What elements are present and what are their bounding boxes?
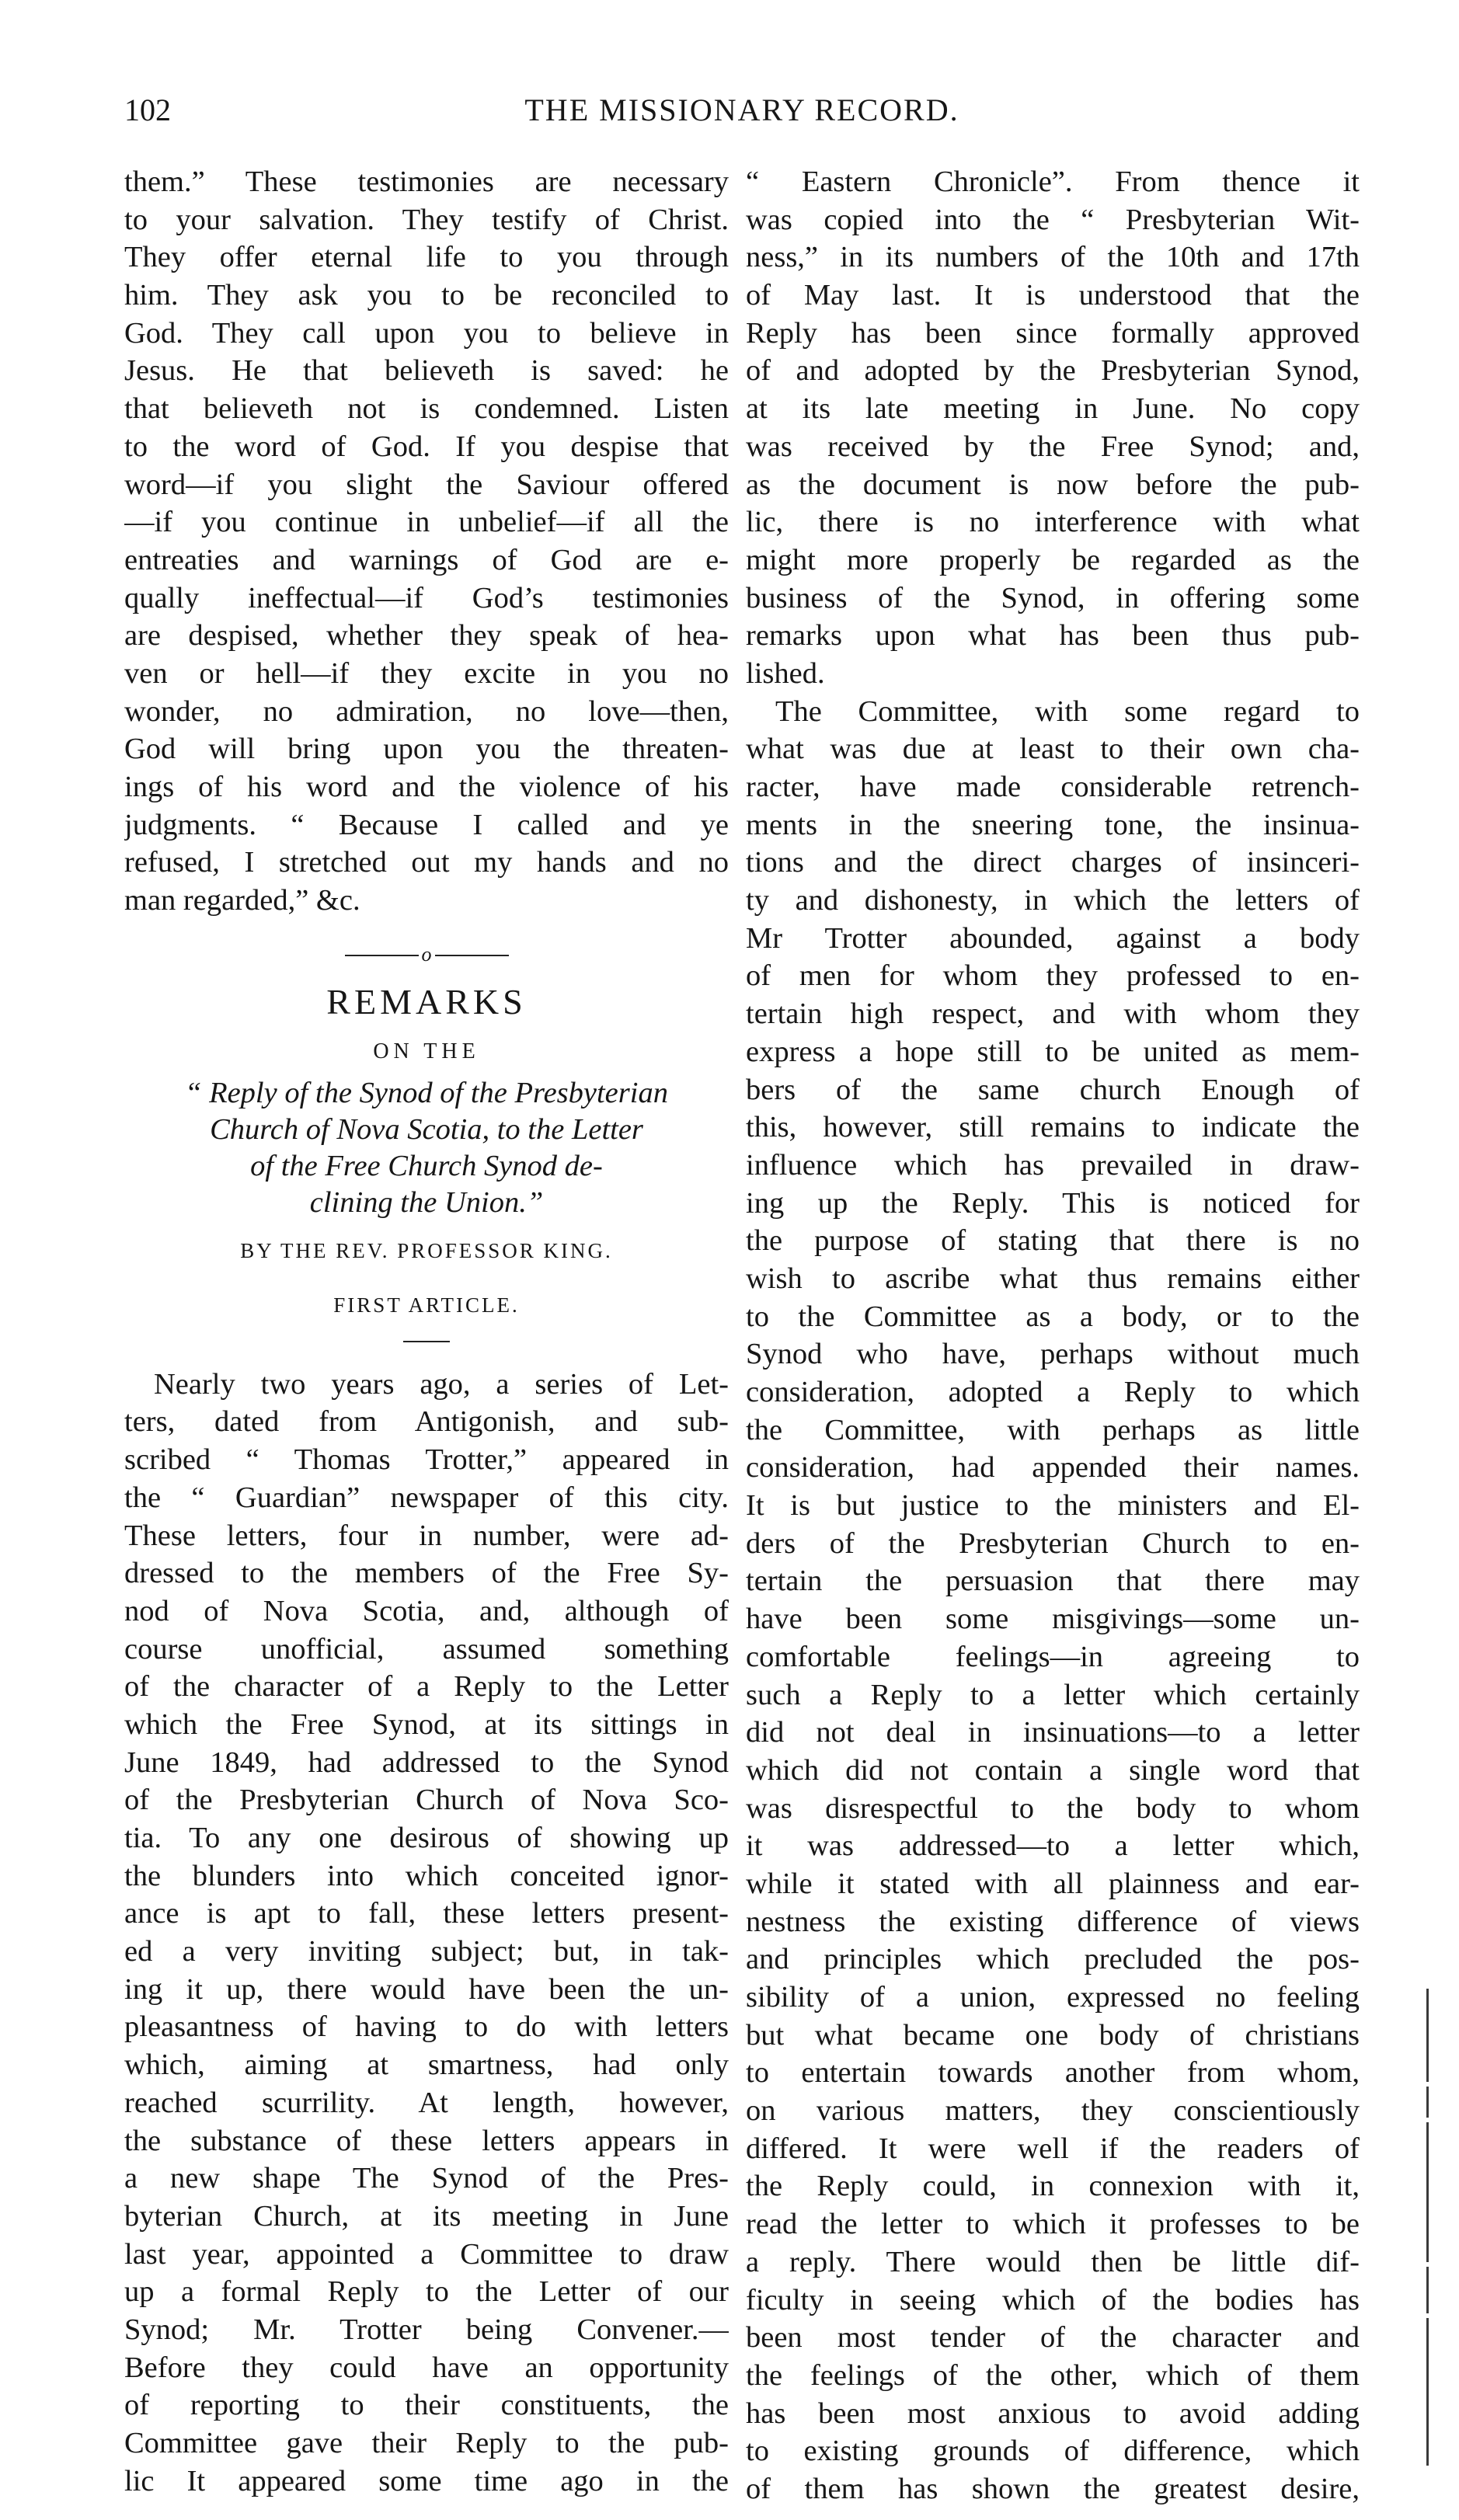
text-line: wonder, no admiration, no love—then, xyxy=(124,694,729,728)
divider-rule xyxy=(435,955,509,956)
text-line: influence which has prevailed in draw- xyxy=(746,1148,1360,1182)
text-line: ments in the sneering tone, the insinua- xyxy=(746,808,1360,841)
text-line: and principles which precluded the pos- xyxy=(746,1943,1360,1976)
text-line: was copied into the “ Presbyterian Wit- xyxy=(746,203,1360,236)
text-line: man regarded,” &c. xyxy=(124,884,360,917)
text-line: business of the Synod, in offering some xyxy=(746,581,1360,614)
text-line: ters, dated from Antigonish, and sub- xyxy=(124,1405,729,1439)
text-line: God will bring upon you the threaten- xyxy=(124,733,729,766)
text-line: ty and dishonesty, in which the letters of xyxy=(746,884,1360,917)
text-line: ders of the Presbyterian Church to en- xyxy=(746,1526,1360,1560)
text-line: course unofficial, assumed something xyxy=(124,1632,729,1665)
text-line: of the Presbyterian Church of Nova Sco- xyxy=(124,1784,729,1817)
text-line: might more properly be regarded as the xyxy=(746,543,1360,576)
byline: BY THE REV. PROFESSOR KING. xyxy=(240,1238,613,1262)
text-line: did not deal in insinuations—to a letter xyxy=(746,1716,1360,1749)
subtitle-line: clining the Union.” xyxy=(309,1185,544,1219)
text-line: ness,” in its numbers of the 10th and 17th xyxy=(746,241,1360,274)
text-line: that believeth not is condemned. Listen xyxy=(124,392,729,426)
text-line: lished. xyxy=(746,656,825,690)
text-line: God. They call upon you to believe in xyxy=(124,316,729,350)
page-number: 102 xyxy=(124,92,171,127)
text-line: it was addressed—to a letter which, xyxy=(746,1829,1360,1863)
text-line: lic, there is no interference with what xyxy=(746,506,1360,539)
text-line: June 1849, had addressed to the Synod xyxy=(124,1746,729,1779)
text-line: a new shape The Synod of the Pres- xyxy=(124,2162,729,2195)
running-title: THE MISSIONARY RECORD. xyxy=(524,92,959,127)
page xyxy=(124,85,1360,2505)
text-line: comfortable feelings—in agreeing to xyxy=(746,1640,1360,1673)
text-line: word—if you slight the Saviour offered xyxy=(124,468,729,501)
text-line: entreaties and warnings of God are e- xyxy=(124,543,729,576)
text-line: ven or hell—if they excite in you no xyxy=(124,656,729,690)
text-line: Synod; Mr. Trotter being Convener.— xyxy=(124,2313,729,2346)
text-line: the purpose of stating that there is no xyxy=(746,1224,1360,1258)
text-line: of them has shown the greatest desire, xyxy=(746,2472,1360,2505)
text-line: reached scurrility. At length, however, xyxy=(124,2086,729,2119)
text-line: the “ Guardian” newspaper of this city. xyxy=(124,1481,729,1514)
text-line: ed a very inviting subject; but, in tak- xyxy=(124,1935,729,1968)
subtitle-line: “ Reply of the Synod of the Presbyterian xyxy=(185,1076,668,1109)
text-line: the blunders into which conceited ignor- xyxy=(124,1859,729,1892)
text-line: —if you continue in unbelief—if all the xyxy=(124,506,729,539)
text-line: to the word of God. If you despise that xyxy=(124,430,729,463)
text-line: express a hope still to be united as mem- xyxy=(746,1035,1360,1068)
continuation-paragraph xyxy=(124,163,729,920)
text-line: of and adopted by the Presbyterian Synod, xyxy=(746,354,1360,388)
right-column-text xyxy=(746,163,1360,2508)
text-line: bers of the same church Enough of xyxy=(746,1073,1360,1106)
text-line: tia. To any one desirous of showing up xyxy=(124,1822,729,1854)
text-line: of reporting to their constituents, the xyxy=(124,2389,729,2422)
heading-rule xyxy=(403,1341,450,1342)
section-divider xyxy=(124,937,729,974)
text-line: to existing grounds of difference, which xyxy=(746,2435,1360,2468)
article-subtitle xyxy=(124,1075,729,1221)
text-line: dressed to the members of the Free Sy- xyxy=(124,1557,729,1590)
text-line: racter, have made considerable retrench- xyxy=(746,771,1360,803)
text-line: to the Committee as a body, or to the xyxy=(746,1300,1360,1333)
text-line: It is but justice to the ministers and El- xyxy=(746,1489,1360,1523)
text-line: Nearly two years ago, a series of Let- xyxy=(154,1367,729,1401)
text-line: but what became one body of christians xyxy=(746,2018,1360,2052)
text-line: remarks upon what has been thus pub- xyxy=(746,619,1360,653)
text-line: this, however, still remains to indicate the xyxy=(746,1111,1360,1144)
article-body-paragraph xyxy=(124,1366,729,2501)
text-line: Mr Trotter abounded, against a body xyxy=(746,921,1360,955)
text-line: tions and the direct charges of insinceri- xyxy=(746,846,1360,879)
text-line: the substance of these letters appears in xyxy=(124,2124,729,2157)
text-line: byterian Church, at its meeting in June xyxy=(124,2199,729,2233)
divider-ornament: o xyxy=(421,943,432,966)
text-line: consideration, had appended their names. xyxy=(746,1451,1360,1485)
text-line: a reply. There would then be little dif- xyxy=(746,2245,1360,2278)
text-line: scribed “ Thomas Trotter,” appeared in xyxy=(124,1443,729,1477)
text-line: Committee gave their Reply to the pub- xyxy=(124,2427,729,2459)
text-line: read the letter to which it professes to be xyxy=(746,2208,1360,2241)
running-header xyxy=(124,85,1360,140)
text-line: refused, I stretched out my hands and no xyxy=(124,846,729,879)
text-line: the feelings of the other, which of them xyxy=(746,2358,1360,2392)
text-line: lic It appeared some time ago in the xyxy=(124,2464,729,2497)
article-on: ON THE xyxy=(373,1039,480,1063)
text-line: been most tender of the character and xyxy=(746,2321,1360,2355)
article-title: REMARKS xyxy=(326,981,527,1022)
text-line: has been most anxious to avoid adding xyxy=(746,2396,1360,2430)
text-line: differed. It were well if the readers of xyxy=(746,2132,1360,2165)
text-line: to your salvation. They testify of Christ. xyxy=(124,203,729,236)
text-line: such a Reply to a letter which certainly xyxy=(746,1678,1360,1711)
text-line: nod of Nova Scotia, and, although of xyxy=(124,1594,729,1627)
text-line: which the Free Synod, at its sittings in xyxy=(124,1707,729,1741)
text-line: They offer eternal life to you through xyxy=(124,241,729,274)
text-line: Synod who have, perhaps without much xyxy=(746,1338,1360,1371)
text-line: on various matters, they conscientiously xyxy=(746,2094,1360,2128)
subtitle-line: of the Free Church Synod de- xyxy=(250,1149,603,1182)
text-line: the Committee, with perhaps as little xyxy=(746,1413,1360,1446)
text-line: These letters, four in number, were ad- xyxy=(124,1519,729,1552)
text-line: of men for whom they professed to en- xyxy=(746,959,1360,993)
text-line: ings of his word and the violence of his xyxy=(124,771,729,803)
text-line: sibility of a union, expressed no feeling xyxy=(746,1981,1360,2014)
text-line: last year, appointed a Committee to draw xyxy=(124,2237,729,2271)
text-line: Jesus. He that believeth is saved: he xyxy=(124,354,729,388)
text-line: tertain high respect, and with whom they xyxy=(746,997,1360,1031)
margin-edge-mark xyxy=(1426,1989,1431,2470)
text-line: Reply has been since formally approved xyxy=(746,316,1360,350)
text-line: to entertain towards another from whom, xyxy=(746,2056,1360,2090)
text-line: wish to ascribe what thus remains either xyxy=(746,1262,1360,1295)
text-line: nestness the existing difference of views xyxy=(746,1905,1360,1938)
text-line: was received by the Free Synod; and, xyxy=(746,430,1360,463)
text-line: which did not contain a single word that xyxy=(746,1753,1360,1787)
text-line: ance is apt to fall, these letters present- xyxy=(124,1897,729,1930)
divider-rule xyxy=(345,955,419,956)
text-line: qually ineffectual—if God’s testimonies xyxy=(124,581,729,614)
text-line: as the document is now before the pub- xyxy=(746,468,1360,501)
section-heading: FIRST ARTICLE. xyxy=(333,1293,520,1317)
text-line: ing it up, there would have been the un- xyxy=(124,1972,729,2006)
text-line: of May last. It is understood that the xyxy=(746,279,1360,312)
text-line: while it stated with all plainness and ear- xyxy=(746,1867,1360,1900)
text-line: judgments. “ Because I called and ye xyxy=(124,808,729,841)
text-line: tertain the persuasion that there may xyxy=(746,1565,1360,1598)
subtitle-line: Church of Nova Scotia, to the Letter xyxy=(210,1112,643,1146)
left-column xyxy=(124,163,729,2500)
right-column xyxy=(746,163,1360,2508)
text-line: have been some misgivings—some un- xyxy=(746,1603,1360,1636)
text-line: of the character of a Reply to the Letter xyxy=(124,1670,729,1704)
text-line: them.” These testimonies are necessary xyxy=(124,165,729,198)
text-line: at its late meeting in June. No copy xyxy=(746,392,1360,426)
text-line: ing up the Reply. This is noticed for xyxy=(746,1186,1360,1220)
text-line: ficulty in seeing which of the bodies has xyxy=(746,2283,1360,2316)
text-line: are despised, whether they speak of hea- xyxy=(124,619,729,653)
text-line: up a formal Reply to the Letter of our xyxy=(124,2275,729,2309)
text-line: consideration, adopted a Reply to which xyxy=(746,1376,1360,1408)
text-line: was disrespectful to the body to whom xyxy=(746,1791,1360,1825)
text-line: the Reply could, in connexion with it, xyxy=(746,2170,1360,2203)
text-line: The Committee, with some regard to xyxy=(775,694,1360,728)
text-line: him. They ask you to be reconciled to xyxy=(124,279,729,312)
text-line: Before they could have an opportunity xyxy=(124,2351,729,2384)
text-line: which, aiming at smartness, had only xyxy=(124,2048,729,2082)
text-line: pleasantness of having to do with letters xyxy=(124,2010,729,2044)
text-line: what was due at least to their own cha- xyxy=(746,733,1360,766)
text-line: “ Eastern Chronicle”. From thence it xyxy=(746,165,1360,198)
